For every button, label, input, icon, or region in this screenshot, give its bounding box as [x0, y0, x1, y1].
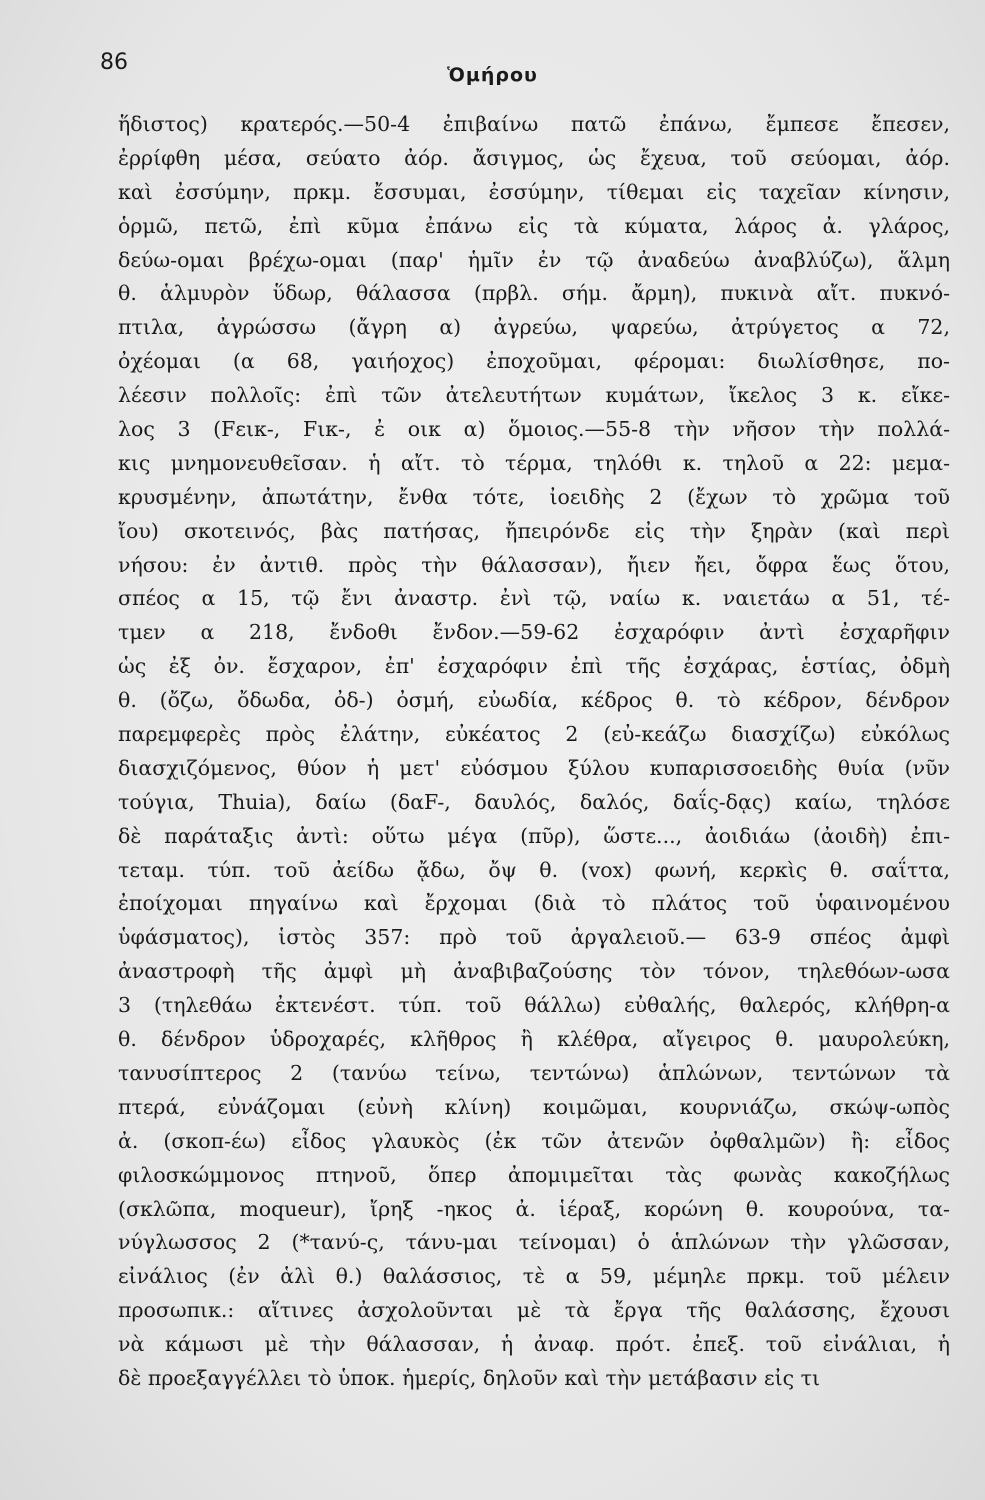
text-line: ὁρμῶ, πετῶ, ἐπὶ κῦμα ἐπάνω εἰς τὰ κύματα, λάρος ἀ. γλάρος, — [118, 213, 950, 238]
text-line: παρεμφερὲς πρὸς ἐλάτην, εὐκέατος 2 (εὐ-κεάζω διασχίζω) εὐκόλως — [118, 722, 950, 747]
text-line: 3 (τηλεθάω ἐκτενέστ. τύπ. τοῦ θάλλω) εὐθαλής, θαλερός, κλήθρη-α — [118, 993, 950, 1018]
text-line: ὡς ἐξ ὀν. ἔσχαρον, ἐπ' ἐσχαρόφιν ἐπὶ τῆς ἐσχάρας, ἑστίας, ὀδμὴ — [118, 654, 950, 679]
text-line: κις μνημονευθεῖσαν. ἡ αἴτ. τὸ τέρμα, τηλόθι κ. τηλοῦ α 22: μεμα- — [118, 450, 950, 475]
text-line: νήσου: ἐν ἀντιθ. πρὸς τὴν θάλασσαν), ἤιεν ἤει, ὄφρα ἕως ὅτου, — [118, 552, 950, 577]
text-line: ὀχέομαι (α 68, γαιήοχος) ἐποχοῦμαι, φέρομαι: διωλίσθησε, πο- — [118, 349, 950, 374]
text-line: δὲ παράταξις ἀντὶ: οὕτω μέγα (πῦρ), ὥστε..., ἀοιδιάω (ἀοιδὴ) ἐπι- — [118, 823, 950, 848]
text-line: δὲ προεξαγγέλλει τὸ ὑποκ. ἡμερίς, δηλοῦν καὶ τὴν μετάβασιν εἰς τι — [118, 1365, 820, 1390]
running-head: Ὁμήρου — [447, 64, 538, 86]
text-line: ὑφάσματος), ἱστὸς 357: πρὸ τοῦ ἀργαλειοῦ.— 63-9 σπέος ἀμφὶ — [118, 925, 950, 950]
text-line: προσωπικ.: αἵτινες ἀσχολοῦνται μὲ τὰ ἔργα τῆς θαλάσσης, ἔχουσι — [118, 1298, 950, 1323]
text-line: (σκλῶπα, moqueur), ἴρηξ -ηκος ἀ. ἱέραξ, κορώνη θ. κουρούνα, τα- — [118, 1196, 950, 1221]
text-line: εἰνάλιος (ἐν ἁλὶ θ.) θαλάσσιος, τὲ α 59, μέμηλε πρκμ. τοῦ μέλειν — [118, 1264, 950, 1289]
text-line: ἀναστροφὴ τῆς ἀμφὶ μὴ ἀναβιβαζούσης τὸν τόνον, τηλεθόων-ωσα — [118, 959, 950, 984]
text-line: τανυσίπτερος 2 (τανύω τείνω, τεντώνω) ἁπλώνων, τεντώνων τὰ — [118, 1060, 950, 1085]
text-line: πτερά, εὐνάζομαι (εὐνὴ κλίνη) κοιμῶμαι, κουρνιάζω, σκώψ-ωπὸς — [118, 1094, 950, 1119]
text-line: θ. ἁλμυρὸν ὕδωρ, θάλασσα (πρβλ. σήμ. ἄρμη), πυκινὰ αἴτ. πυκνό- — [118, 281, 950, 306]
text-line: θ. δένδρον ὑδροχαρές, κλῆθρος ἢ κλέθρα, αἴγειρος θ. μαυρολεύκη, — [118, 1027, 950, 1052]
commentary-text — [118, 108, 950, 1396]
text-line: τμεν α 218, ἔνδοθι ἔνδον.—59-62 ἐσχαρόφιν ἀντὶ ἐσχαρῆφιν — [118, 620, 950, 645]
text-line: ἐποίχομαι πηγαίνω καὶ ἔρχομαι (διὰ τὸ πλάτος τοῦ ὑφαινομένου — [118, 891, 950, 916]
page-number: 86 — [100, 50, 128, 75]
text-line: ἀ. (σκοπ-έω) εἶδος γλαυκὸς (ἐκ τῶν ἀτενῶν ὀφθαλμῶν) ἢ: εἶδος — [118, 1128, 950, 1153]
text-line: τεταμ. τύπ. τοῦ ἀείδω ᾄδω, ὄψ θ. (vox) φωνή, κερκὶς θ. σαΐττα, — [118, 857, 950, 882]
text-line: νὰ κάμωσι μὲ τὴν θάλασσαν, ἡ ἀναφ. πρότ. ἐπεξ. τοῦ εἰνάλιαι, ἡ — [118, 1332, 950, 1357]
text-line: τούγια, Thuia), δαίω (δαF-, δαυλός, δαλός, δαΐς-δᾳς) καίω, τηλόσε — [118, 789, 950, 814]
text-line: φιλοσκώμμονος πτηνοῦ, ὅπερ ἀπομιμεῖται τὰς φωνὰς κακοζήλως — [118, 1162, 950, 1187]
text-line: ἴου) σκοτεινός, βὰς πατήσας, ἤπειρόνδε εἰς τὴν ξηρὰν (καὶ περὶ — [118, 518, 950, 543]
text-line: ἐρρίφθη μέσα, σεύατο ἀόρ. ἄσιγμος, ὡς ἔχευα, τοῦ σεύομαι, ἀόρ. — [118, 145, 950, 170]
text-line: σπέος α 15, τῷ ἔνι ἀναστρ. ἐνὶ τῷ, ναίω κ. ναιετάω α 51, τέ- — [118, 586, 950, 611]
text-line: δεύω-ομαι βρέχω-ομαι (παρ' ἡμῖν ἐν τῷ ἀναδεύω ἀναβλύζω), ἅλμη — [118, 247, 950, 272]
text-line: κρυσμένην, ἀπωτάτην, ἔνθα τότε, ἰοειδὴς 2 (ἔχων τὸ χρῶμα τοῦ — [118, 484, 950, 509]
text-line: λέεσιν πολλοῖς: ἐπὶ τῶν ἀτελευτήτων κυμάτων, ἴκελος 3 κ. εἴκε- — [118, 383, 950, 408]
text-line: θ. (ὄζω, ὄδωδα, ὀδ-) ὀσμή, εὐωδία, κέδρος θ. τὸ κέδρον, δένδρον — [118, 688, 950, 713]
text-line: καὶ ἐσσύμην, πρκμ. ἔσσυμαι, ἐσσύμην, τίθεμαι εἰς ταχεῖαν κίνησιν, — [118, 179, 950, 204]
text-line: διασχιζόμενος, θύον ἡ μετ' εὐόσμου ξύλου κυπαρισσοειδὴς θυία (νῦν — [118, 755, 950, 780]
text-line: πτιλα, ἀγρώσσω (ἄγρη α) ἀγρεύω, ψαρεύω, ἀτρύγετος α 72, — [118, 315, 950, 340]
text-line: ἥδιστος) κρατερός.—50-4 ἐπιβαίνω πατῶ ἐπάνω, ἔμπεσε ἔπεσεν, — [118, 112, 950, 136]
text-line: λος 3 (Fεικ-, Fικ-, ἐ οικ α) ὅμοιος.—55-8 τὴν νῆσον τὴν πολλά- — [118, 417, 950, 442]
text-line: νύγλωσσος 2 (*τανύ-ς, τάνυ-μαι τείνομαι) ὁ ἁπλώνων τὴν γλῶσσαν, — [118, 1230, 950, 1255]
